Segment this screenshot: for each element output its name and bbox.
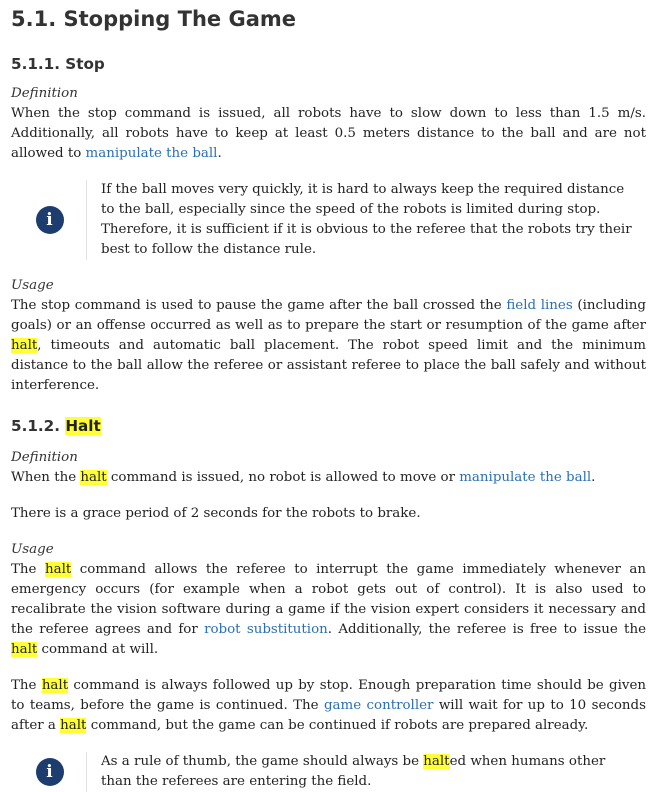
halt-u2-part-b: command is always followed up by stop. Enough preparation time should be given to teams, before the game is continued. The [11, 678, 646, 713]
halt-highlight: halt [423, 754, 450, 769]
halt-def-part-b: command is issued, no robot is allowed to move or [106, 470, 460, 485]
halt-note-part-a: As a rule of thumb, the game should always be [101, 754, 424, 769]
stop-usage-label: Usage [11, 278, 54, 293]
stop-definition-label: Definition [11, 86, 78, 101]
info-icon [11, 758, 86, 786]
halt-heading-number: 5.1.2. [11, 417, 66, 435]
stop-usage-part-c: , timeouts and automatic ball placement. The robot speed limit and the minimum distance to the ball allow the referee or assistant referee to place the ball safely and without interference. [11, 338, 646, 393]
halt-heading-highlight: Halt [65, 417, 101, 435]
halt-usage-text-1 [11, 560, 646, 660]
halt-highlight: halt [44, 562, 72, 577]
section-title: 5.1. Stopping The Game [11, 7, 296, 31]
stop-usage-part-a: The stop command is used to pause the game after the ball crossed the [11, 298, 507, 313]
halt-def-part-a: When the [11, 470, 81, 485]
halt-note [11, 752, 646, 792]
halt-u2-part-a: The [11, 678, 42, 693]
stop-usage-part-b: (including goals) or an offense occurred as well as to prepare the start or resumption of the game after [11, 298, 646, 333]
halt-u1-part-b: command allows the referee to interrupt the game immediately whenever an emergency occurs (for example when a robot gets out of control). It is also used to recalibrate the vision software during a game if the vision expert considers it necessary and the referee agrees and for [11, 562, 646, 637]
stop-note-text: If the ball moves very quickly, it is hard to always keep the required distance to the ball, especially since the speed of the robots is limited during stop. Therefore, it is sufficient if it is obvious to the referee that the robots try their best to follow the distance rule. [86, 180, 646, 260]
manipulate-ball-link[interactable]: manipulate the ball [459, 470, 592, 485]
halt-u1-part-d: command at will. [37, 642, 159, 657]
halt-u1-part-a: The [11, 562, 45, 577]
halt-highlight: halt [60, 718, 87, 733]
info-icon-glyph: i [36, 758, 64, 786]
halt-usage-text-2 [11, 676, 646, 736]
halt-u2-part-d: command, but the game can be continued if robots are prepared already. [86, 718, 589, 733]
halt-note-text [86, 752, 646, 792]
halt-highlight: halt [80, 470, 107, 485]
field-lines-link[interactable]: field lines [506, 298, 573, 313]
robot-substitution-link[interactable]: robot substitution [204, 622, 328, 637]
info-icon [11, 206, 86, 234]
halt-def-end: . [591, 470, 596, 485]
stop-usage-text [11, 296, 646, 396]
halt-note-part-b: ed when humans other than the referees are entering the field. [101, 754, 606, 789]
stop-definition-text-part: When the stop command is issued, all robots have to slow down to less than 1.5 m/s. Additionally, all robots have to keep at least 0.5 meters distance to the ball and are not allowed to [11, 106, 646, 161]
halt-highlight: halt [11, 642, 38, 657]
halt-heading [11, 416, 646, 436]
halt-u2-part-c: will wait for up to 10 seconds after a [11, 698, 646, 733]
halt-grace-text: There is a grace period of 2 seconds for the robots to brake. [11, 506, 421, 521]
game-controller-link[interactable]: game controller [323, 698, 434, 713]
stop-heading: 5.1.1. Stop [11, 55, 105, 73]
halt-highlight: halt [41, 678, 69, 693]
info-icon-glyph: i [36, 206, 64, 234]
halt-highlight: halt [11, 338, 38, 353]
halt-u1-part-c: . Additionally, the referee is free to issue the [327, 622, 646, 637]
stop-note [11, 180, 646, 260]
stop-definition-text [11, 104, 646, 164]
stop-definition-text-end: . [217, 146, 222, 161]
halt-definition-label: Definition [11, 450, 78, 465]
halt-definition-text [11, 468, 646, 488]
halt-usage-label: Usage [11, 542, 54, 557]
manipulate-ball-link[interactable]: manipulate the ball [85, 146, 218, 161]
